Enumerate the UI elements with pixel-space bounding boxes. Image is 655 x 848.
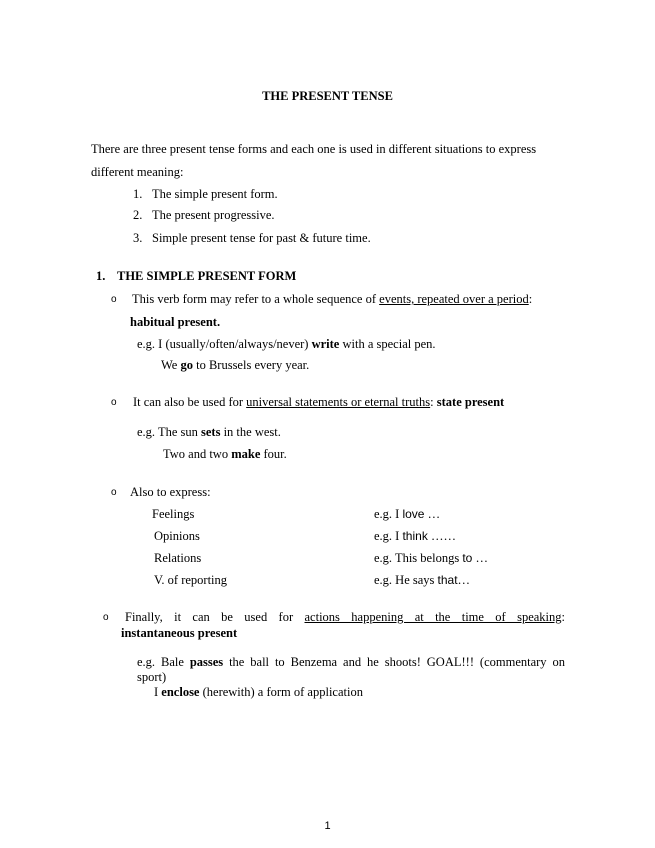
example-verb: write xyxy=(311,337,340,351)
example-text: … xyxy=(472,551,488,565)
example-verb: make xyxy=(231,447,261,461)
example-word: love xyxy=(402,507,425,521)
example-text: e.g. I (usually/often/always/never) xyxy=(137,337,312,351)
usage-label: Opinions xyxy=(154,529,200,543)
example-text: e.g. The sun xyxy=(137,425,201,439)
usage-example xyxy=(374,529,456,544)
example-text: … xyxy=(424,507,441,521)
bullet-4-pre: Finally, it can be used for xyxy=(125,610,305,624)
example-text: four. xyxy=(260,447,287,461)
bullet-2-example-2 xyxy=(163,447,287,462)
bullet-1-example-1 xyxy=(137,337,436,352)
example-word: think xyxy=(402,529,428,543)
example-text: We xyxy=(161,358,181,372)
bullet-marker: o xyxy=(111,487,117,498)
usage-label: V. of reporting xyxy=(154,573,228,587)
form-list-number: 1. xyxy=(133,187,143,201)
example-text: e.g. This belongs xyxy=(374,551,463,565)
bullet-4-underline: actions happening at the time of speaking xyxy=(304,610,562,624)
example-text: Two and two xyxy=(163,447,232,461)
bullet-1-example-2 xyxy=(161,358,309,373)
bullet-2-pre: It can also be used for xyxy=(133,395,247,409)
usage-example xyxy=(374,507,440,522)
page-number: 1 xyxy=(324,820,331,832)
example-text: …… xyxy=(427,529,456,543)
example-text: … xyxy=(457,573,471,587)
bullet-4-example-1 xyxy=(137,655,565,670)
bullet-4-example-2 xyxy=(154,685,363,700)
example-verb: go xyxy=(180,358,193,372)
example-verb: enclose xyxy=(161,685,200,699)
example-text: e.g. Bale xyxy=(137,655,190,669)
form-list-item: Simple present tense for past & future time. xyxy=(152,231,371,245)
bullet-2-underline: universal statements or eternal truths xyxy=(246,395,431,409)
usage-label: Relations xyxy=(154,551,202,565)
bullet-4-term: instantaneous present xyxy=(121,626,238,640)
bullet-1-text xyxy=(132,292,532,307)
bullet-2-term: state present xyxy=(436,395,505,409)
bullet-marker: o xyxy=(111,397,117,408)
form-list-item: The present progressive. xyxy=(152,208,275,222)
example-text: (herewith) a form of application xyxy=(199,685,363,699)
bullet-1-post: : xyxy=(528,292,533,306)
bullet-4-example-1-cont: sport) xyxy=(137,670,167,684)
section-heading: THE SIMPLE PRESENT FORM xyxy=(117,269,297,283)
example-text: with a special pen. xyxy=(339,337,436,351)
bullet-3-intro: Also to express: xyxy=(130,485,211,499)
example-text: to Brussels every year. xyxy=(192,358,310,372)
bullet-2-text xyxy=(133,395,504,410)
form-list-item: The simple present form. xyxy=(152,187,278,201)
bullet-4-post: : xyxy=(561,610,565,624)
intro-line-2: different meaning: xyxy=(91,165,184,179)
example-verb: sets xyxy=(201,425,221,439)
page-title: THE PRESENT TENSE xyxy=(262,89,393,103)
example-word: that xyxy=(437,573,458,587)
bullet-1-pre: This verb form may refer to a whole sequence of xyxy=(132,292,380,306)
form-list-number: 3. xyxy=(133,231,143,245)
example-text: in the west. xyxy=(220,425,281,439)
bullet-2-mid: : xyxy=(430,395,437,409)
example-text: the ball to Benzema and he shoots! GOAL!!! (commentary on xyxy=(223,655,565,669)
usage-label: Feelings xyxy=(152,507,195,521)
example-text: e.g. I xyxy=(374,529,403,543)
form-list-number: 2. xyxy=(133,208,143,222)
bullet-2-example-1 xyxy=(137,425,281,440)
example-word: to xyxy=(462,551,473,565)
bullet-1-underline: events, repeated over a period xyxy=(379,292,529,306)
intro-line-1: There are three present tense forms and each one is used in different situations to express xyxy=(91,142,537,156)
bullet-marker: o xyxy=(103,612,109,623)
example-verb: passes xyxy=(189,655,224,669)
bullet-marker: o xyxy=(111,294,117,305)
bullet-1-term: habitual present. xyxy=(130,315,221,329)
example-text: I xyxy=(154,685,162,699)
usage-example xyxy=(374,573,470,588)
example-text: e.g. I xyxy=(374,507,403,521)
example-text: e.g. He says xyxy=(374,573,438,587)
section-number: 1. xyxy=(96,269,106,283)
usage-example xyxy=(374,551,488,566)
bullet-4-text xyxy=(125,610,565,625)
